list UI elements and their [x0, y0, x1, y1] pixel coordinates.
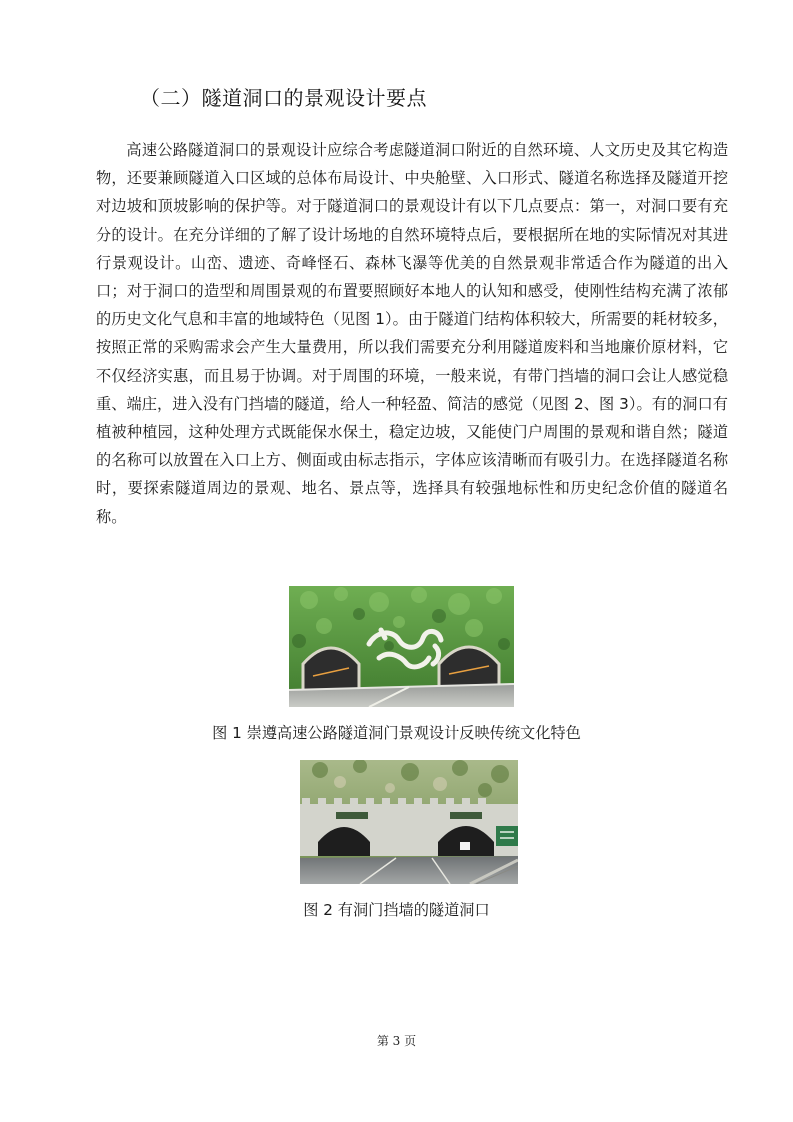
figure-1-image: [289, 586, 514, 707]
figure-1-caption: 图 1 崇遵高速公路隧道洞门景观设计反映传统文化特色: [212, 724, 581, 742]
body-paragraph: 高速公路隧道洞口的景观设计应综合考虑隧道洞口附近的自然环境、人文历史及其它构造物，还要兼顾隧道入口区域的总体布局设计、中央舱壁、入口形式、隧道名称选择及隧道开挖对边坡和顶坡影响的保护等。对于隧道洞口的景观设计有以下几点要点：第一，对洞口要有充分的设计。在充分详细的了解了设计场地的自然环境特点后，要根据所在地的实际情况对其进行景观设计。山峦、遗迹、奇峰怪石、森林飞瀑等优美的自然景观非常适合作为隧道的出入口；对于洞口的造型和周围景观的布置要照顾好本地人的认知和感受，使刚性结构充满了浓郁的历史文化气息和丰富的地域特色（见图 1）。由于隧道门结构体积较大，所需要的耗材较多，按照正常的采购需求会产生大量费用，所以我们需要充分利用隧道废料和当地廉价原材料，它不仅经济实惠，而且易于协调。对于周围的环境，一般来说，有带门挡墙的洞口会让人感觉稳重、端庄，进入没有门挡墙的隧道，给人一种轻盈、简洁的感觉（见图 2、图 3）。有的洞口有植被种植园，这种处理方式既能保水保土，稳定边坡，又能使门户周围的景观和谐自然；隧道的名称可以放置在入口上方、侧面或由标志指示，字体应该清晰而有吸引力。在选择隧道名称时，要探索隧道周边的景观、地名、景点等，选择具有较强地标性和历史纪念价值的隧道名称。: [96, 141, 728, 526]
figure-2-caption: 图 2 有洞门挡墙的隧道洞口: [303, 901, 490, 919]
page-number: 第 3 页: [376, 1034, 417, 1048]
figure-2-image: [300, 760, 518, 884]
section-title: （二）隧道洞口的景观设计要点: [140, 86, 427, 110]
